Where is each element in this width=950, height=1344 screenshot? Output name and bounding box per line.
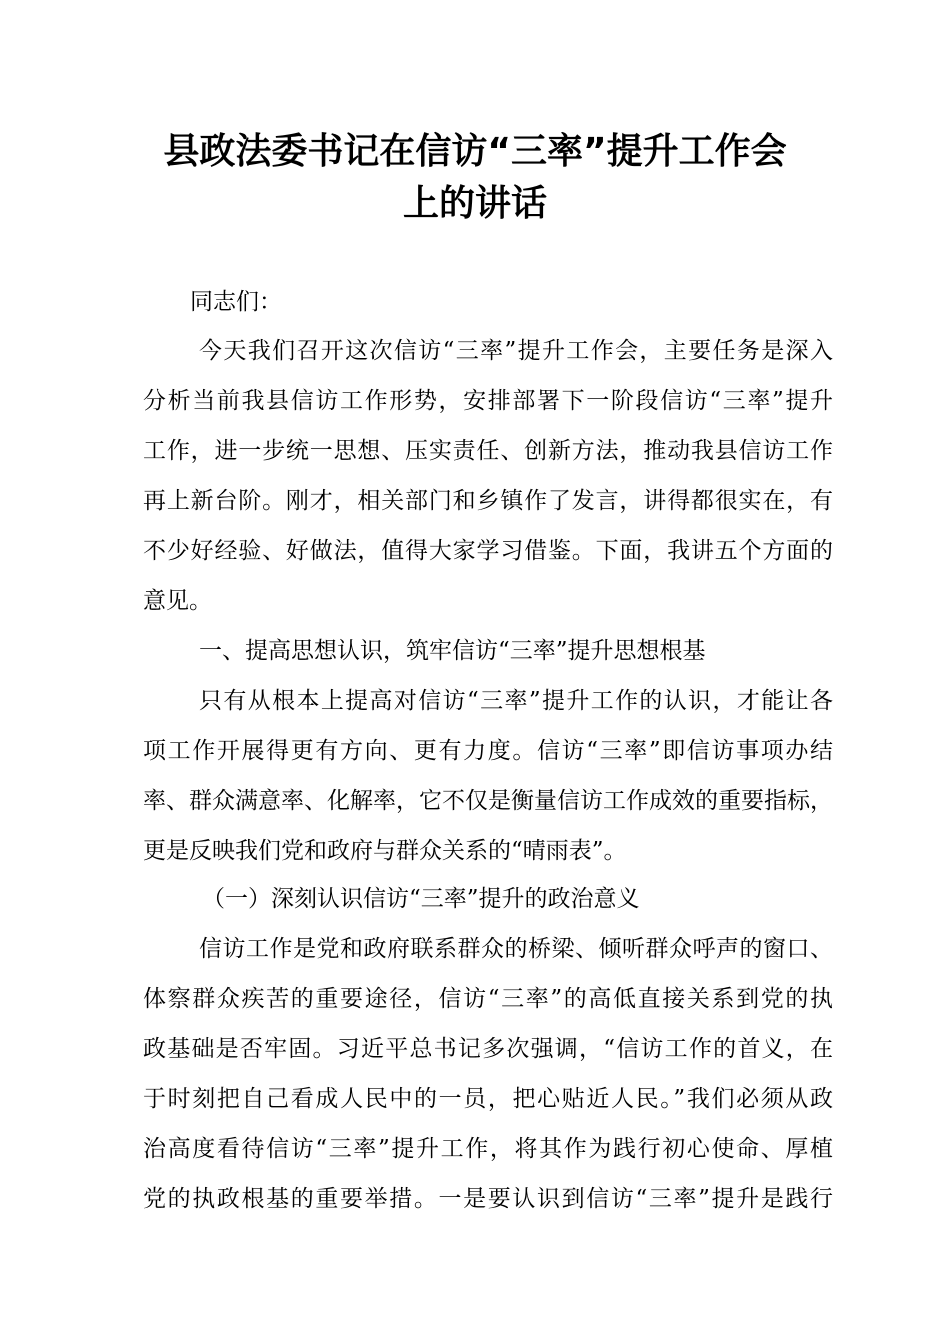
- paragraph-line: 于时刻把自己看成人民中的一员，把心贴近人民。”我们必须从政: [143, 1086, 833, 1112]
- paragraph-line: 更是反映我们党和政府与群众关系的“晴雨表”。: [143, 838, 627, 864]
- paragraph-line: 工作，进一步统一思想、压实责任、创新方法，推动我县信访工作: [143, 438, 833, 464]
- paragraph-line: 信访工作是党和政府联系群众的桥梁、倾听群众呼声的窗口、: [199, 936, 833, 962]
- paragraph-line: 分析当前我县信访工作形势，安排部署下一阶段信访“三率”提升: [143, 388, 833, 414]
- paragraph-line: 率、群众满意率、化解率，它不仅是衡量信访工作成效的重要指标，: [143, 788, 833, 814]
- paragraph-line: 意见。: [143, 588, 212, 614]
- document-title-line-1: 县政法委书记在信访“三率”提升工作会: [163, 131, 787, 172]
- document-title-line-2: 上的讲话: [402, 183, 547, 224]
- paragraph-line: 再上新台阶。刚才，相关部门和乡镇作了发言，讲得都很实在，有: [143, 488, 833, 514]
- paragraph-line: 只有从根本上提高对信访“三率”提升工作的认识，才能让各: [199, 688, 833, 714]
- greeting: 同志们：: [190, 289, 282, 315]
- paragraph-line: 政基础是否牢固。习近平总书记多次强调，“信访工作的首义，在: [143, 1036, 833, 1062]
- paragraph-line: 治高度看待信访“三率”提升工作，将其作为践行初心使命、厚植: [143, 1136, 833, 1162]
- subsection-heading: （一）深刻认识信访“三率”提升的政治意义: [202, 886, 640, 912]
- paragraph-line: 不少好经验、好做法，值得大家学习借鉴。下面，我讲五个方面的: [143, 538, 833, 564]
- paragraph-line: 体察群众疾苦的重要途径，信访“三率”的高低直接关系到党的执: [143, 986, 833, 1012]
- paragraph-line: 项工作开展得更有方向、更有力度。信访“三率”即信访事项办结: [143, 738, 833, 764]
- paragraph-line: 党的执政根基的重要举措。一是要认识到信访“三率”提升是践行: [143, 1186, 833, 1212]
- section-heading: 一、提高思想认识，筑牢信访“三率”提升思想根基: [199, 638, 706, 664]
- paragraph-line: 今天我们召开这次信访“三率”提升工作会，主要任务是深入: [199, 338, 833, 364]
